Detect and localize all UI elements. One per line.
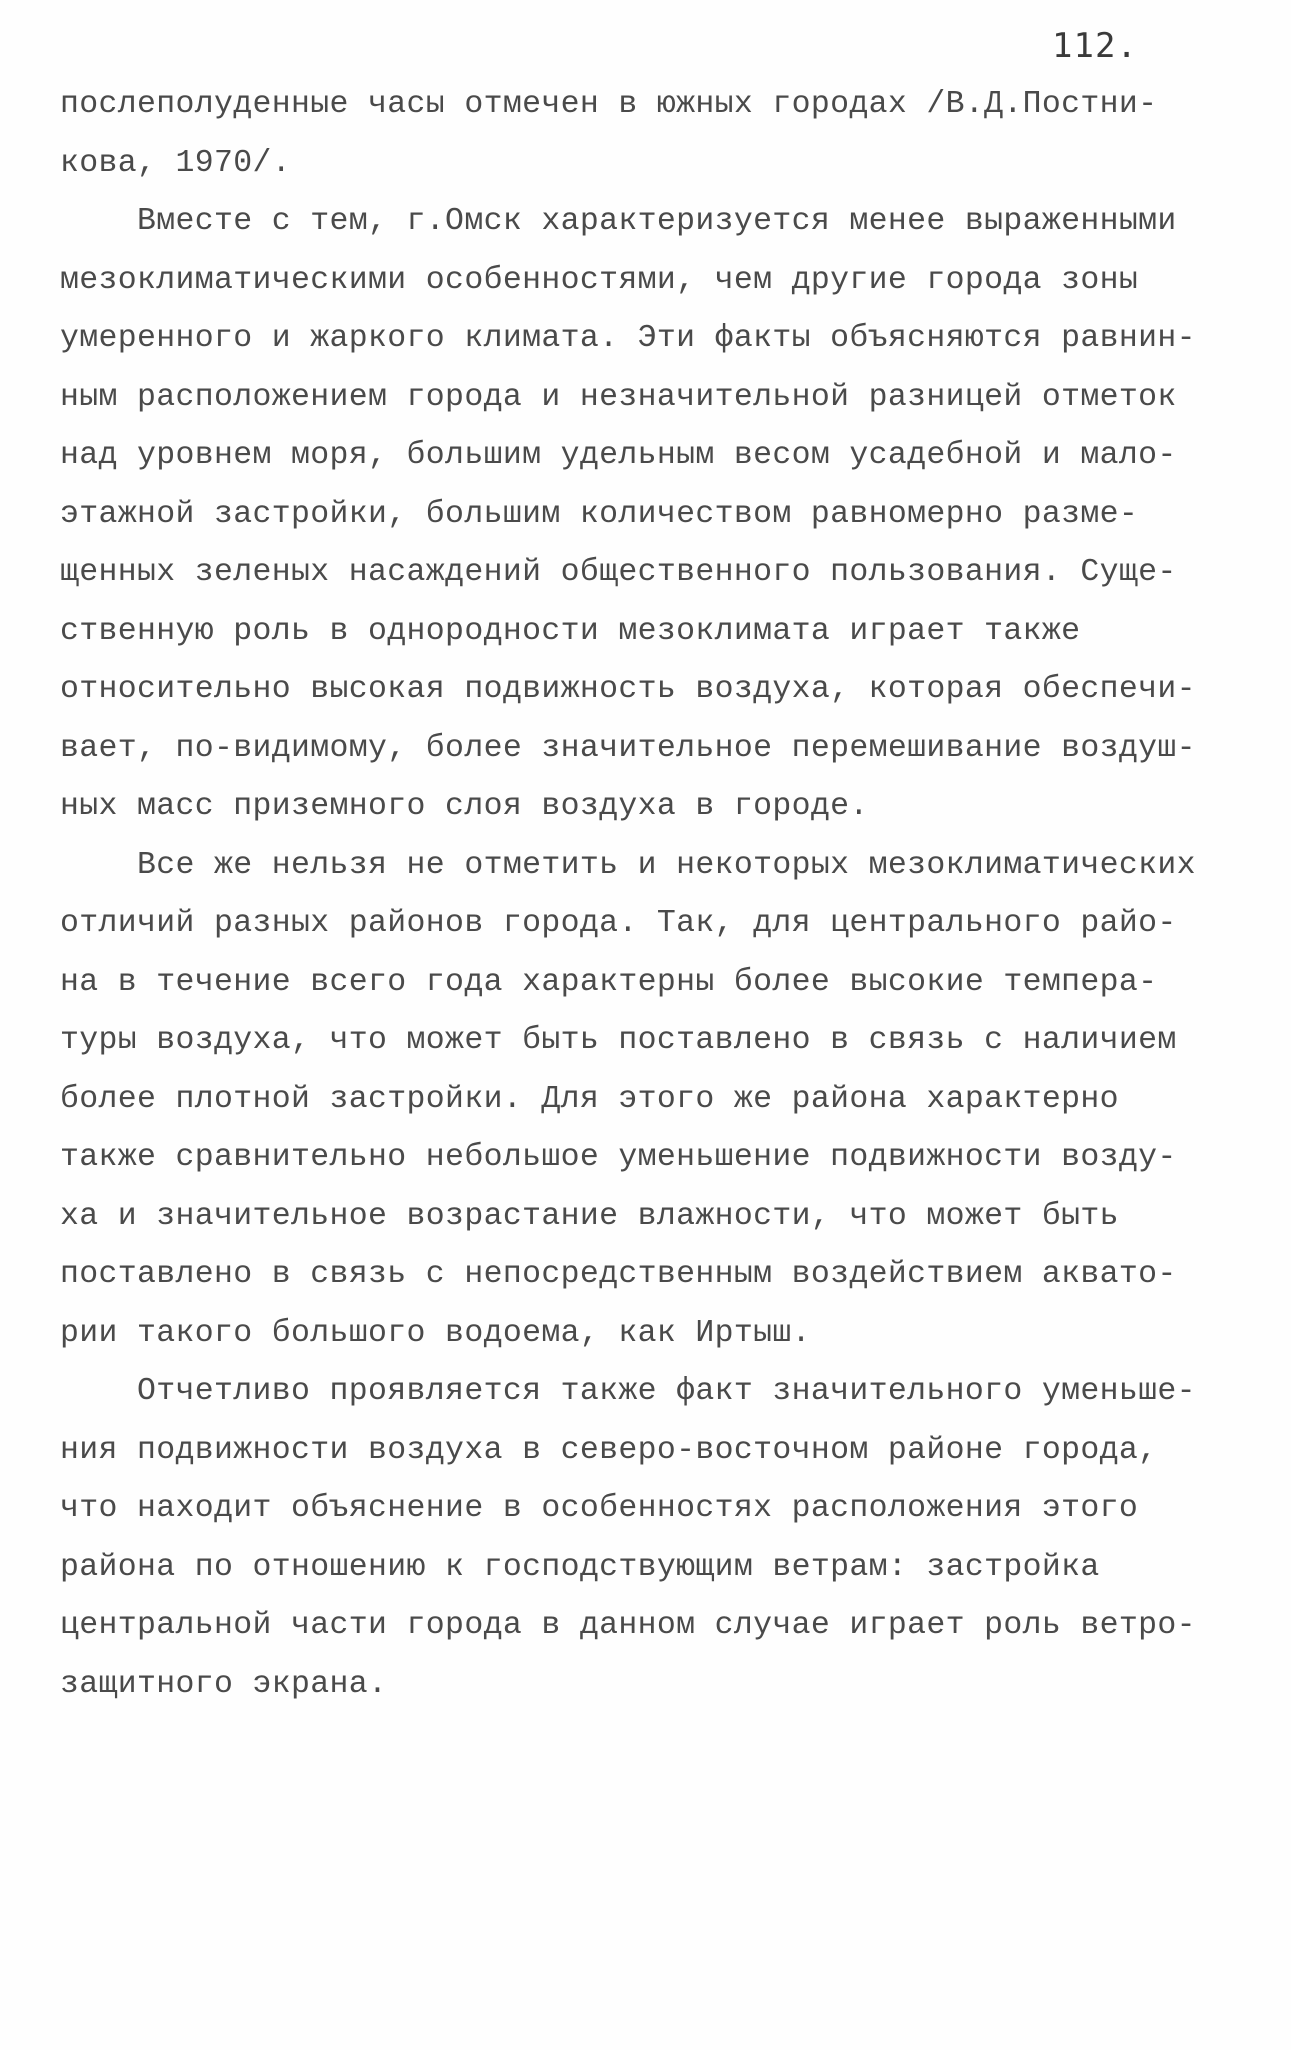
text-line: Вместе с тем, г.Омск характеризуется менее выраженными xyxy=(60,204,1177,239)
text-line: умеренного и жаркого климата. Эти факты объясняются равнин- xyxy=(60,321,1196,356)
text-line: этажной застройки, большим количеством равномерно разме- xyxy=(60,496,1139,532)
text-line: Все же нельзя не отметить и некоторых мезоклиматических xyxy=(60,847,1196,883)
text-line: вает, по-видимому, более значительное перемешивание воздуш- xyxy=(60,730,1196,766)
text-line: туры воздуха, что может быть поставлено в связь с наличием xyxy=(60,1023,1177,1058)
text-line: относительно высокая подвижность воздуха, которая обеспечи- xyxy=(60,672,1196,707)
text-line: отличий разных районов города. Так, для центрального райо- xyxy=(60,906,1177,941)
text-line: щенных зеленых насаждений общественного пользования. Суще- xyxy=(60,555,1177,590)
text-line: ха и значительное возрастание влажности, что может быть xyxy=(60,1198,1119,1234)
text-line: поставлено в связь с непосредственным воздействием аквато- xyxy=(60,1257,1177,1292)
text-line: района по отношению к господствующим ветрам: застройка xyxy=(60,1549,1100,1585)
text-line: рии такого большого водоема, как Иртыш. xyxy=(60,1315,811,1351)
text-line: мезоклиматическими особенностями, чем другие города зоны xyxy=(60,262,1139,298)
body-text xyxy=(60,76,1240,1714)
text-line: ным расположением города и незначительной разницей отметок xyxy=(60,379,1177,415)
text-line: защитного экрана. xyxy=(60,1666,388,1702)
text-line: послеполуденные часы отмечен в южных городах /В.Д.Постни- xyxy=(60,87,1158,122)
text-line: кова, 1970/. xyxy=(60,145,292,181)
text-line: ственную роль в однородности мезоклимата играет также xyxy=(60,613,1081,649)
text-line: над уровнем моря, большим удельным весом усадебной и мало- xyxy=(60,438,1177,473)
page-number: 112. xyxy=(1052,26,1138,66)
text-line: также сравнительно небольшое уменьшение подвижности возду- xyxy=(60,1140,1177,1175)
text-line: что находит объяснение в особенностях расположения этого xyxy=(60,1491,1139,1526)
text-line: Отчетливо проявляется также факт значительного уменьше- xyxy=(60,1374,1196,1409)
text-line: на в течение всего года характерны более высокие темпера- xyxy=(60,964,1158,1000)
text-line: более плотной застройки. Для этого же района характерно xyxy=(60,1081,1119,1117)
text-line: центральной части города в данном случае играет роль ветро- xyxy=(60,1608,1196,1643)
text-line: ния подвижности воздуха в северо-восточном районе города, xyxy=(60,1432,1158,1468)
text-line: ных масс приземного слоя воздуха в городе. xyxy=(60,789,869,824)
